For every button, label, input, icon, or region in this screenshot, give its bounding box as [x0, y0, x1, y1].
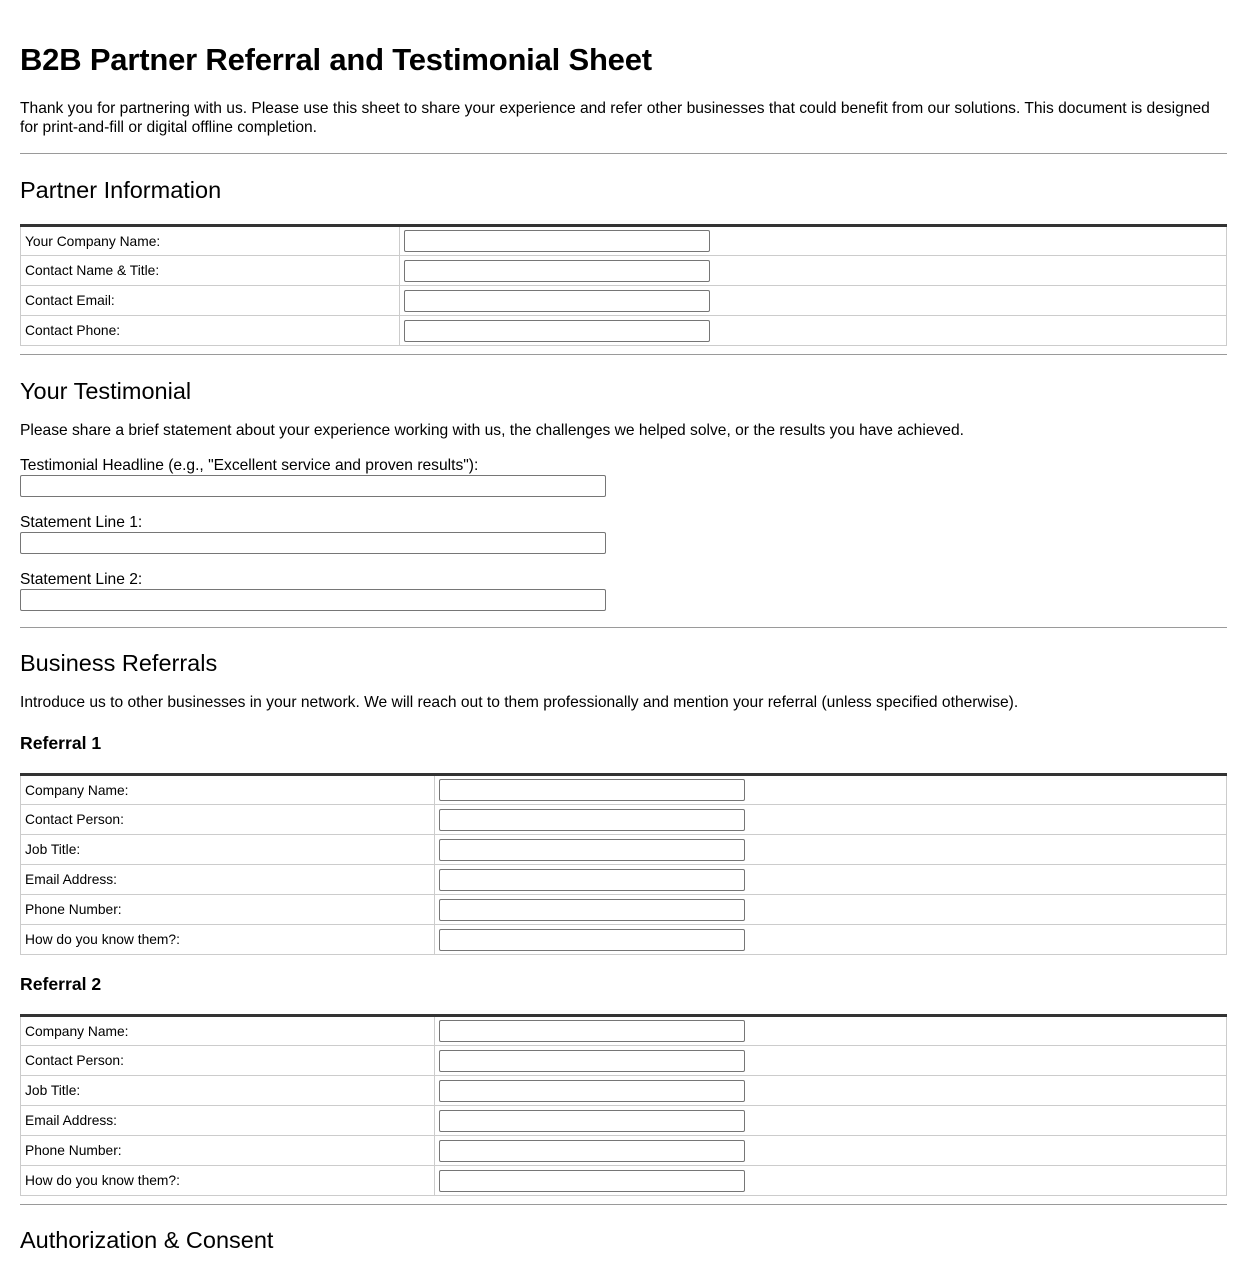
ref1-email-label: Email Address:	[21, 865, 435, 895]
table-row	[21, 835, 1227, 865]
statement-line-1-label: Statement Line 1:	[20, 514, 143, 531]
testimonial-headline-input[interactable]	[20, 475, 606, 497]
partner-info-table	[20, 224, 1227, 346]
contact-phone-input[interactable]	[404, 320, 710, 342]
referral-2-heading: Referral 2	[20, 974, 102, 994]
ref2-relationship-input[interactable]	[439, 1170, 745, 1192]
ref1-relationship-label: How do you know them?:	[21, 925, 435, 955]
table-row	[21, 865, 1227, 895]
statement-line-2-label: Statement Line 2:	[20, 571, 143, 588]
ref2-contact-person-cell	[435, 1046, 1227, 1076]
partner-info-heading: Partner Information	[20, 177, 222, 203]
contact-email-input[interactable]	[404, 290, 710, 312]
table-row	[21, 316, 1227, 346]
referrals-heading: Business Referrals	[20, 650, 218, 676]
ref1-contact-person-input[interactable]	[439, 809, 745, 831]
page-title: B2B Partner Referral and Testimonial Sheet	[20, 42, 652, 77]
ref2-phone-cell	[435, 1136, 1227, 1166]
table-row	[21, 256, 1227, 286]
ref2-job-title-label: Job Title:	[21, 1076, 435, 1106]
ref2-relationship-label: How do you know them?:	[21, 1166, 435, 1196]
ref1-contact-person-label: Contact Person:	[21, 805, 435, 835]
table-row	[21, 1106, 1227, 1136]
testimonial-heading: Your Testimonial	[20, 378, 192, 404]
table-row	[21, 1166, 1227, 1196]
table-row	[21, 775, 1227, 805]
statement-line-2-input[interactable]	[20, 589, 606, 611]
ref2-company-name-input[interactable]	[439, 1020, 745, 1042]
authorization-heading: Authorization & Consent	[20, 1227, 274, 1253]
ref2-company-name-label: Company Name:	[21, 1016, 435, 1046]
ref1-company-name-label: Company Name:	[21, 775, 435, 805]
ref2-job-title-input[interactable]	[439, 1080, 745, 1102]
ref2-email-input[interactable]	[439, 1110, 745, 1132]
ref1-phone-input[interactable]	[439, 899, 745, 921]
table-row	[21, 286, 1227, 316]
ref2-email-label: Email Address:	[21, 1106, 435, 1136]
ref1-email-cell	[435, 865, 1227, 895]
ref1-phone-cell	[435, 895, 1227, 925]
table-row	[21, 1136, 1227, 1166]
intro-text: Thank you for partnering with us. Please use this sheet to share your experience and refer other businesses that could benefit from our solutions. This document is designed for print-and-fill or digital offline completion.	[20, 100, 1210, 136]
ref2-phone-label: Phone Number:	[21, 1136, 435, 1166]
table-row	[21, 1016, 1227, 1046]
referral-1-heading: Referral 1	[20, 733, 102, 753]
company-name-cell	[400, 226, 1227, 256]
ref1-company-name-cell	[435, 775, 1227, 805]
section-divider	[20, 354, 1227, 355]
ref2-contact-person-label: Contact Person:	[21, 1046, 435, 1076]
ref2-contact-person-input[interactable]	[439, 1050, 745, 1072]
company-name-input[interactable]	[404, 230, 710, 252]
ref1-job-title-label: Job Title:	[21, 835, 435, 865]
ref2-relationship-cell	[435, 1166, 1227, 1196]
ref1-contact-person-cell	[435, 805, 1227, 835]
contact-name-title-input[interactable]	[404, 260, 710, 282]
contact-name-title-cell	[400, 256, 1227, 286]
ref2-job-title-cell	[435, 1076, 1227, 1106]
referral-1-table	[20, 773, 1227, 955]
testimonial-description: Please share a brief statement about your experience working with us, the challenges we helped solve, or the results you have achieved.	[20, 422, 964, 439]
ref1-job-title-input[interactable]	[439, 839, 745, 861]
table-row	[21, 925, 1227, 955]
contact-name-title-label: Contact Name & Title:	[21, 256, 400, 286]
ref1-company-name-input[interactable]	[439, 779, 745, 801]
referrals-description: Introduce us to other businesses in your network. We will reach out to them professionally and mention your referral (unless specified otherwise).	[20, 694, 1019, 711]
ref1-job-title-cell	[435, 835, 1227, 865]
table-row	[21, 226, 1227, 256]
section-divider	[20, 153, 1227, 154]
contact-phone-cell	[400, 316, 1227, 346]
table-row	[21, 1046, 1227, 1076]
ref2-company-name-cell	[435, 1016, 1227, 1046]
ref1-relationship-cell	[435, 925, 1227, 955]
table-row	[21, 805, 1227, 835]
company-name-label: Your Company Name:	[21, 226, 400, 256]
ref2-email-cell	[435, 1106, 1227, 1136]
contact-email-cell	[400, 286, 1227, 316]
table-row	[21, 1076, 1227, 1106]
statement-line-1-input[interactable]	[20, 532, 606, 554]
table-row	[21, 895, 1227, 925]
ref1-relationship-input[interactable]	[439, 929, 745, 951]
section-divider	[20, 627, 1227, 628]
contact-phone-label: Contact Phone:	[21, 316, 400, 346]
ref2-phone-input[interactable]	[439, 1140, 745, 1162]
section-divider	[20, 1204, 1227, 1205]
ref1-phone-label: Phone Number:	[21, 895, 435, 925]
contact-email-label: Contact Email:	[21, 286, 400, 316]
testimonial-headline-label: Testimonial Headline (e.g., "Excellent service and proven results"):	[20, 457, 479, 474]
referral-2-table	[20, 1014, 1227, 1196]
ref1-email-input[interactable]	[439, 869, 745, 891]
